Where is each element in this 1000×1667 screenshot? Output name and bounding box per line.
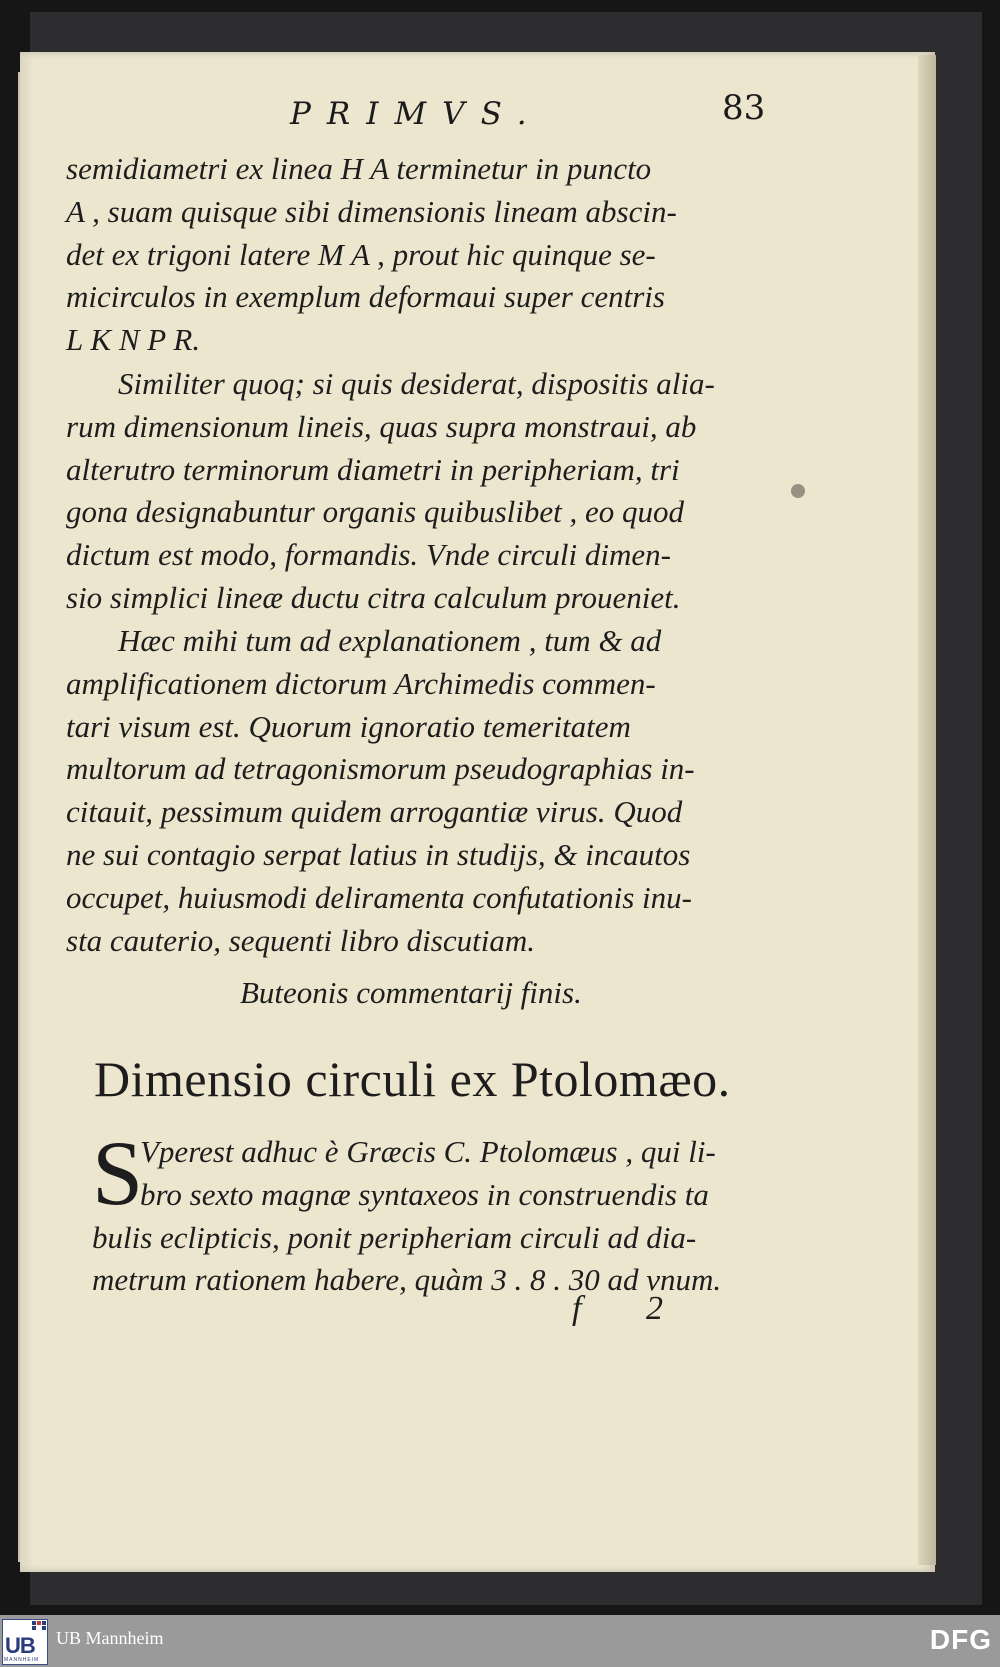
signature-mark: f 2: [572, 1290, 691, 1327]
page-number: 83: [722, 88, 766, 128]
page-right-edge: [918, 55, 936, 1565]
text-line: Similiter quoq; si quis desiderat, dispositis alia-: [118, 366, 715, 401]
paper-stain: [791, 484, 805, 498]
logo-text: UB: [5, 1633, 35, 1658]
text-line: alterutro terminorum diametri in peripheriam, tri: [66, 451, 680, 487]
running-head: PRIMVS.: [290, 96, 543, 132]
text-line: bulis eclipticis, ponit peripheriam circuli ad dia-: [92, 1219, 697, 1255]
dfg-logo[interactable]: DFG: [929, 1624, 992, 1655]
text-line: metrum rationem habere, quàm 3 . 8 . 30 ad vnum.: [92, 1262, 722, 1298]
paragraph-2: [66, 363, 752, 620]
text-line: L K N P R.: [66, 322, 201, 358]
text-line: citauit, pessimum quidem arrogantiæ virus. Quod: [66, 794, 683, 830]
text-line: Hæc mihi tum ad explanationem , tum & ad: [118, 623, 662, 658]
text-line: A , suam quisque sibi dimensionis lineam abscin-: [66, 193, 677, 229]
text-line: gona designabuntur organis quibuslibet , eo quod: [66, 494, 684, 530]
text-line: tari visum est. Quorum ignoratio temeritatem: [66, 708, 631, 744]
text-line: multorum ad tetragonismorum pseudographias in-: [66, 751, 695, 787]
ub-mannheim-logo[interactable]: [2, 1619, 48, 1665]
text-line: bro sexto magnæ syntaxeos in construendis ta: [140, 1176, 709, 1212]
text-line: dictum est modo, formandis. Vnde circuli dimen-: [66, 537, 671, 573]
drop-capital: S: [92, 1122, 144, 1224]
text-line: sio simplici lineæ ductu citra calculum proueniet.: [66, 579, 681, 615]
logo-subtext: MANNHEIM: [4, 1657, 40, 1663]
section-title: Dimensio circuli ex Ptolomæo.: [94, 1051, 731, 1107]
logo-grid-icon: [32, 1621, 46, 1633]
paragraph-1: [66, 148, 752, 362]
text-line: micirculos in exemplum deformaui super centris: [66, 279, 665, 315]
text-line: amplificationem dictorum Archimedis commen-: [66, 665, 656, 701]
text-line: ne sui contagio serpat latius in studijs, & incautos: [66, 836, 691, 872]
paragraph-3: [66, 620, 752, 962]
text-line: Vperest adhuc è Græcis C. Ptolomæus , qui li-: [140, 1134, 716, 1169]
text-line: occupet, huiusmodi deliramenta confutationis inu-: [66, 879, 692, 915]
text-line: sta cauterio, sequenti libro discutiam.: [66, 922, 535, 958]
text-line: det ex trigoni latere M A , prout hic quinque se-: [66, 236, 656, 272]
text-line: rum dimensionum lineis, quas supra monstraui, ab: [66, 408, 697, 444]
library-name[interactable]: UB Mannheim: [56, 1628, 164, 1648]
paragraph-4: [92, 1122, 752, 1302]
commentary-finis: Buteonis commentarij finis.: [240, 975, 582, 1010]
text-line: semidiametri ex linea H A terminetur in puncto: [66, 151, 652, 186]
